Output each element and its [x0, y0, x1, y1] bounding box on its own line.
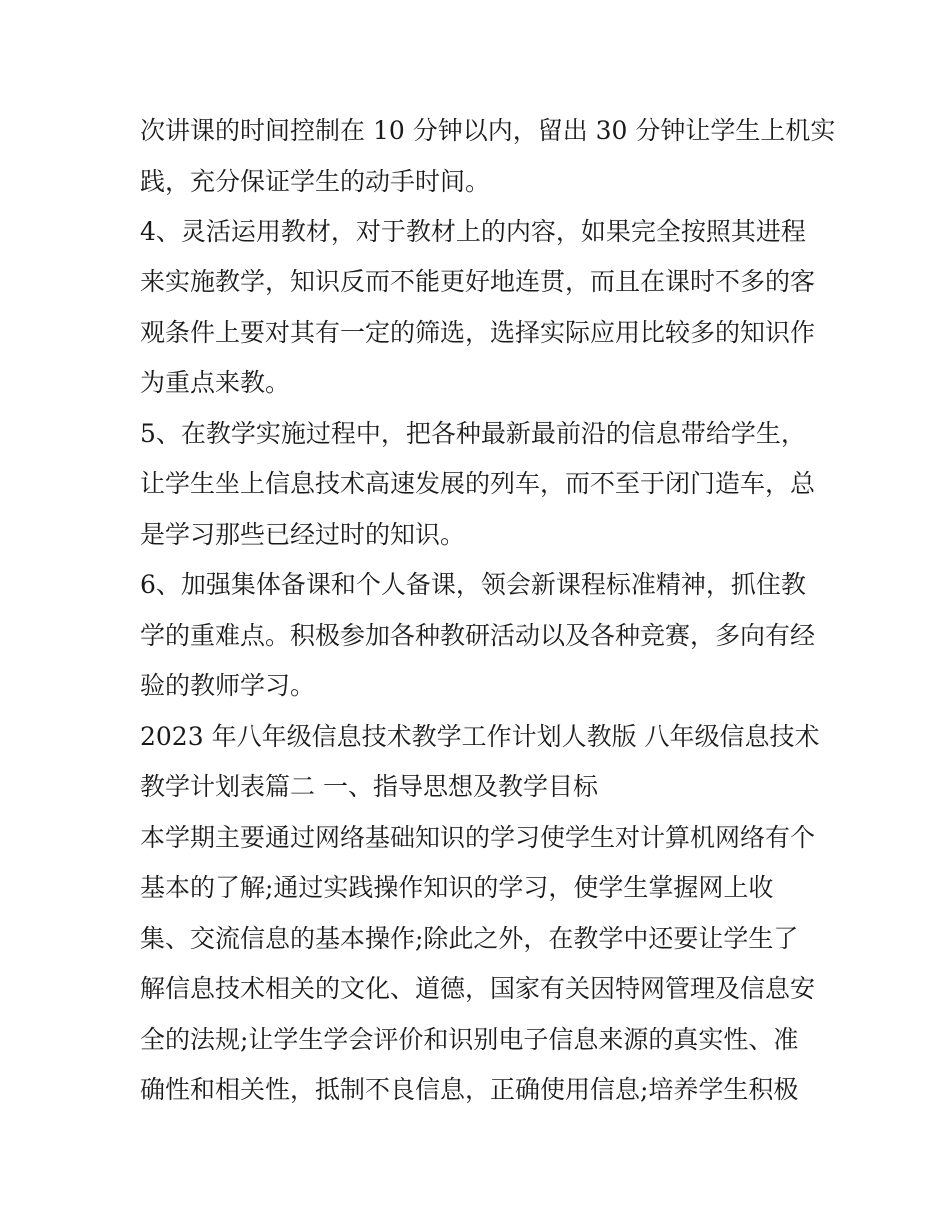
text-line: 确性和相关性，抵制不良信息，正确使用信息;培养学生积极 [140, 1075, 799, 1104]
text-line: 基本的了解;通过实践操作知识的学习，使学生掌握网上收 [140, 873, 774, 902]
text-line: 是学习那些已经过时的知识。 [140, 520, 466, 549]
text-line: 本学期主要通过网络基础知识的学习使学生对计算机网络有个 [140, 823, 816, 852]
section-heading-line: 2023 年八年级信息技术教学工作计划人教版 八年级信息技术 [140, 722, 820, 751]
text-line: 为重点来教。 [140, 368, 291, 397]
text-line: 次讲课的时间控制在 10 分钟以内，留出 30 分钟让学生上机实 [140, 116, 836, 145]
text-line: 解信息技术相关的文化、道德，国家有关因特网管理及信息安 [140, 974, 816, 1003]
text-line: 6、加强集体备课和个人备课，领会新课程标准精神，抓住教 [140, 570, 806, 599]
text-line: 全的法规;让学生学会评价和识别电子信息来源的真实性、准 [140, 1025, 799, 1054]
text-line: 学的重难点。积极参加各种教研活动以及各种竞赛，多向有经 [140, 621, 816, 650]
text-line: 5、在教学实施过程中，把各种最新最前沿的信息带给学生， [140, 419, 806, 448]
section-heading-line: 教学计划表篇二 一、指导思想及教学目标 [140, 772, 598, 801]
text-line: 观条件上要对其有一定的筛选，选择实际应用比较多的知识作 [140, 318, 816, 347]
text-line: 集、交流信息的基本操作;除此之外，在教学中还要让学生了 [140, 924, 799, 953]
text-line: 让学生坐上信息技术高速发展的列车，而不至于闭门造车，总 [140, 469, 816, 498]
text-line: 践，充分保证学生的动手时间。 [140, 167, 491, 196]
text-line: 验的教师学习。 [140, 671, 316, 700]
text-line: 4、灵活运用教材，对于教材上的内容，如果完全按照其进程 [140, 217, 806, 246]
text-line: 来实施教学，知识反而不能更好地连贯，而且在课时不多的客 [140, 267, 816, 296]
